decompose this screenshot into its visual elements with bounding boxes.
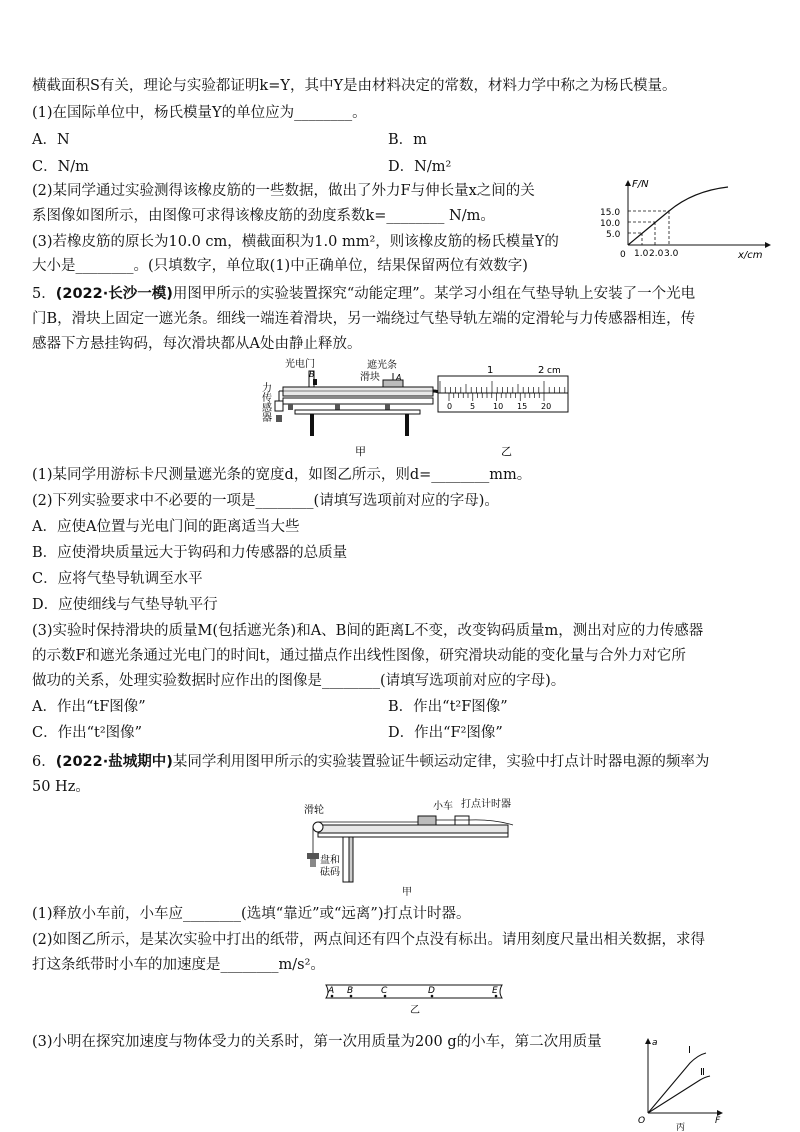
graph-ytick: 10.0 bbox=[600, 219, 621, 229]
p4-force-extension-graph bbox=[598, 175, 778, 265]
graph-f-label: F bbox=[715, 1116, 721, 1126]
graph-xtick: 2.0 bbox=[649, 249, 664, 259]
vernier-label: 0 bbox=[447, 402, 453, 411]
p4-opt-d: D．N/m² bbox=[388, 159, 452, 175]
p5-q3-opt-d: D．作出“F²图像” bbox=[388, 725, 503, 741]
p5-q3-line1: (3)实验时保持滑块的质量M(包括遮光条)和A、B间的距离L不变，改变钩码质量m，测出对应的力传感器 bbox=[32, 623, 704, 639]
photogate-label: 光电门 bbox=[285, 359, 315, 370]
main-scale-label: 2 bbox=[538, 365, 545, 376]
p5-source-tag: (2022·长沙一模) bbox=[55, 286, 173, 302]
p4-line1: 横截面积S有关，理论与实验都证明k=Y，其中Y是由材料决定的常数，材料力学中称之为杨氏模量。 bbox=[32, 78, 677, 94]
p6-q2-line1: (2)如图乙所示，是某次实验中打出的纸带，两点间还有四个点没有标出。请用刻度尺量出相关数据，求得 bbox=[32, 932, 706, 948]
tape-point-label: E bbox=[492, 986, 498, 996]
p5-q2-opt-c: C．应将气垫导轨调至水平 bbox=[32, 571, 203, 587]
figure-caption-yi: 乙 bbox=[410, 1005, 420, 1016]
p6-apparatus-figure bbox=[298, 795, 528, 900]
p5-q2: (2)下列实验要求中不必要的一项是________(请填写选项前对应的字母)。 bbox=[32, 493, 499, 509]
p4-opt-b: B．m bbox=[388, 132, 427, 148]
p5-intro-line3: 感器下方悬挂钩码，每次滑块都从A处由静止释放。 bbox=[32, 336, 362, 352]
p4-q2-line2: 系图像如图所示，由图像可求得该橡皮筋的劲度系数k=________ N/m。 bbox=[32, 208, 495, 224]
tape-point-label: B bbox=[347, 986, 354, 996]
shade-strip-label: 遮光条 bbox=[367, 360, 397, 371]
p5-q3-opt-a: A．作出“tF图像” bbox=[32, 699, 146, 715]
main-scale-label: 1 bbox=[487, 365, 494, 376]
p5-intro-line1: 5．(2022·长沙一模)用图甲所示的实验装置探究“动能定理”。某学习小组在气垫导轨上安装了一个光电 bbox=[32, 286, 696, 302]
p5-q3-opt-c: C．作出“t²图像” bbox=[32, 725, 143, 741]
p5-intro-line2: 门B，滑块上固定一遮光条。细线一端连着滑块，另一端绕过气垫导轨左端的定滑轮与力传感器相连，传 bbox=[32, 311, 696, 327]
p6-q1: (1)释放小车前，小车应________(选填“靠近”或“远离”)打点计时器。 bbox=[32, 906, 471, 922]
tray-label: 盘和 bbox=[320, 855, 340, 866]
p5-apparatus-figure bbox=[255, 353, 575, 465]
p4-q1: (1)在国际单位中，杨氏模量Y的单位应为________。 bbox=[32, 105, 367, 121]
p5-q3-line3: 做功的关系，处理实验数据时应作出的图像是________(请填写选项前对应的字母)。 bbox=[32, 673, 566, 689]
p5-q3-opt-b: B．作出“t²F图像” bbox=[388, 699, 508, 715]
p6-acceleration-force-graph bbox=[630, 1035, 730, 1132]
slider-label: 滑块 bbox=[360, 372, 380, 383]
sensor-label: 传 bbox=[262, 393, 272, 404]
graph-ytick: 15.0 bbox=[600, 208, 621, 218]
sensor-label: 器 bbox=[262, 413, 272, 424]
vernier-label: 5 bbox=[470, 402, 476, 411]
figure-caption-jia: 甲 bbox=[402, 887, 412, 898]
sensor-label: 力 bbox=[262, 383, 272, 394]
graph-line-ii: Ⅱ bbox=[700, 1067, 705, 1078]
cart-label: 小车 bbox=[433, 801, 453, 812]
figure-caption-yi: 乙 bbox=[501, 445, 512, 458]
figure-caption-bing: 丙 bbox=[676, 1123, 686, 1132]
p5-q2-opt-a: A．应使A位置与光电门间的距离适当大些 bbox=[32, 519, 300, 535]
p4-opt-a: A．N bbox=[32, 132, 70, 148]
p5-q2-opt-b: B．应使滑块质量远大于钩码和力传感器的总质量 bbox=[32, 545, 348, 561]
p6-q3: (3)小明在探究加速度与物体受力的关系时，第一次用质量为200 g的小车，第二次用质量 bbox=[32, 1034, 602, 1050]
p5-q2-opt-d: D．应使细线与气垫导轨平行 bbox=[32, 597, 218, 613]
p6-paper-tape-figure bbox=[320, 980, 510, 1020]
graph-origin: 0 bbox=[620, 250, 626, 260]
tray-label: 砝码 bbox=[320, 867, 340, 878]
point-b-label: B bbox=[309, 370, 315, 379]
graph-ytick: 5.0 bbox=[606, 230, 621, 240]
p6-q2-line2: 打这条纸带时小车的加速度是________m/s²。 bbox=[32, 957, 325, 973]
p6-source-tag: (2022·盐城期中) bbox=[55, 754, 173, 770]
p6-intro-line2: 50 Hz。 bbox=[32, 779, 90, 795]
figure-caption-jia: 甲 bbox=[355, 445, 366, 458]
p5-q1: (1)某同学用游标卡尺测量遮光条的宽度d，如图乙所示，则d=________mm。 bbox=[32, 467, 532, 483]
p5-q3-line2: 的示数F和遮光条通过光电门的时间t，通过描点作出线性图像，研究滑块动能的变化量与合外力对它所 bbox=[32, 648, 686, 664]
p4-opt-c: C．N/m bbox=[32, 159, 89, 175]
graph-line-i: Ⅰ bbox=[688, 1045, 691, 1056]
graph-xtick: 1.0 bbox=[634, 249, 649, 259]
p4-q3-line2: 大小是________。(只填数字，单位取(1)中正确单位，结果保留两位有效数字) bbox=[32, 258, 528, 274]
main-scale-unit: cm bbox=[547, 366, 561, 376]
timer-label: 打点计时器 bbox=[461, 799, 511, 810]
tape-point-label: A bbox=[328, 986, 335, 996]
graph-ylabel: F/N bbox=[632, 179, 649, 190]
tape-point-label: D bbox=[428, 986, 435, 996]
sensor-label: 感 bbox=[262, 403, 272, 414]
tape-point-label: C bbox=[381, 986, 388, 996]
p4-q3-line1: (3)若橡皮筋的原长为10.0 cm，横截面积为1.0 mm²，则该橡皮筋的杨氏模量Y的 bbox=[32, 234, 559, 250]
vernier-label: 10 bbox=[493, 402, 504, 411]
graph-xtick: 3.0 bbox=[664, 249, 679, 259]
p4-q2-line1: (2)某同学通过实验测得该橡皮筋的一些数据，做出了外力F与伸长量x之间的关 bbox=[32, 183, 535, 199]
graph-origin: O bbox=[638, 1116, 646, 1126]
p6-intro-line1: 6．(2022·盐城期中)某同学利用图甲所示的实验装置验证牛顿运动定律，实验中打点计时器电源的频率为 bbox=[32, 754, 710, 770]
graph-xlabel: x/cm bbox=[738, 250, 763, 261]
vernier-label: 20 bbox=[541, 402, 552, 411]
vernier-label: 15 bbox=[517, 402, 528, 411]
graph-a-label: a bbox=[652, 1038, 658, 1048]
pulley-label: 滑轮 bbox=[304, 805, 324, 816]
point-a-label: A bbox=[396, 373, 402, 382]
